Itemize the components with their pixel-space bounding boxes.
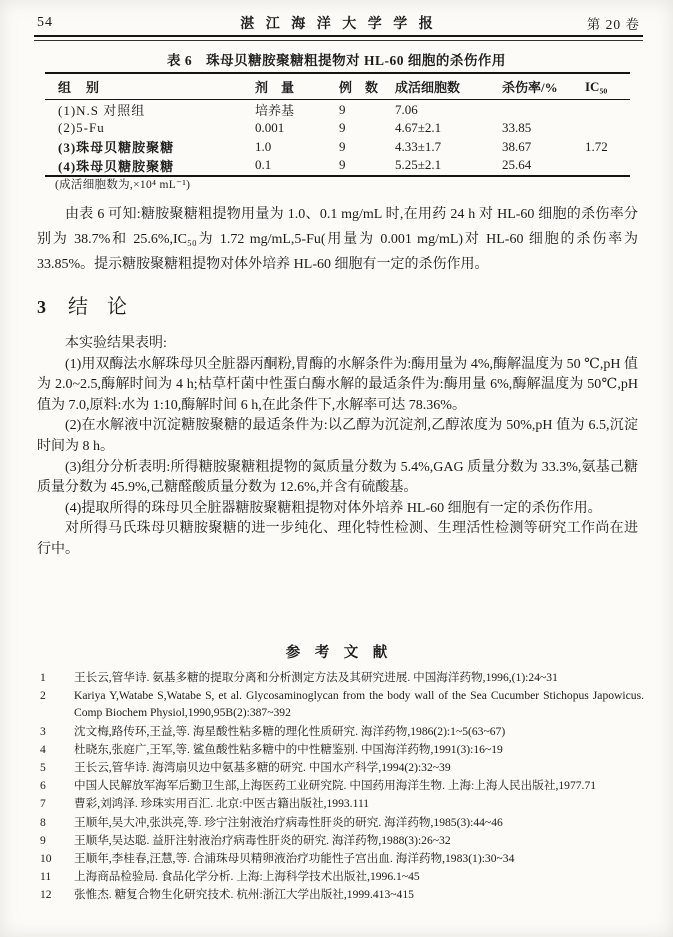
table-cell: 33.85	[502, 119, 532, 135]
table-row	[45, 156, 630, 175]
reference-text: 王长云,管华诗. 海湾扇贝边中氨基多糖的研究. 中国水产科学,1994(2):32~39	[74, 761, 451, 775]
reference-number: 3	[40, 724, 46, 738]
results-table	[45, 72, 630, 177]
table-cell: (3)珠母贝糖胺聚糖	[58, 140, 175, 155]
reference-number: 10	[40, 852, 52, 866]
table-cell: 0.001	[255, 119, 285, 135]
table-footnote: (成活细胞数为,×10⁴ mL⁻¹)	[55, 179, 191, 191]
col-header-cases: 例 数	[339, 80, 379, 95]
col-header-kill-rate: 杀伤率/%	[502, 80, 558, 95]
reference-number: 8	[40, 815, 46, 829]
table-cell: 9	[339, 157, 346, 172]
reference-text: 王顺年,李桂春,汪慧,等. 合浦珠母贝精卵液治疗功能性子宫出血. 海洋药物,1983(1):30~34	[74, 852, 515, 866]
references-heading: 参 考 文 献	[285, 645, 388, 661]
table-cell: 25.64	[502, 157, 532, 172]
table-cell: 培养基	[255, 103, 295, 118]
table-cell: 1.72	[585, 138, 608, 154]
reference-number: 5	[40, 761, 46, 775]
reference-number: 2	[40, 689, 46, 703]
discussion-paragraph: 由表 6 可知:糖胺聚糖粗提物用量为 1.0、0.1 mg/mL 时,在用药 24 h 对 HL-60 细胞的杀伤率分别为 38.7%和 25.6%,IC₅₀为 1.72 mg/mL,5-Fu(用量为 0.001 mg/mL)对 HL-60 细胞的杀伤率为 33.85%。提示糖胺聚糖粗提物对体外培养 HL-60 细胞有一定的杀伤作用。	[37, 207, 638, 272]
journal-title: 湛 江 海 洋 大 学 学 报	[240, 17, 437, 32]
reference-number: 7	[40, 797, 46, 811]
table-cell: 7.06	[395, 101, 418, 117]
reference-item	[40, 759, 644, 776]
table-row	[45, 100, 630, 119]
reference-text: 上海商品检验局. 食品化学分析. 上海:上海科学技术出版社,1996.1~45	[74, 870, 420, 884]
table-cell: 1.0	[255, 138, 272, 154]
volume-label: 第 20 卷	[586, 17, 640, 32]
table-cell: 4.33±1.7	[395, 138, 442, 154]
reference-number: 1	[40, 671, 46, 684]
reference-text: 杜晓东,张庭广,王军,等. 鲨鱼酸性粘多糖中的中性糖鉴别. 中国海洋药物,1991(3):16~19	[74, 742, 503, 756]
reference-number: 11	[40, 870, 52, 884]
section-title: 结 论	[68, 296, 134, 318]
reference-text: Kariya Y,Watabe S,Watabe S, et al. Glycosaminoglycan from the body wall of the Sea Cucumber Stichopus Japowicus. Comp Biochem Physiol,1990,95B(2):387~392	[74, 689, 644, 720]
reference-text: 王顺年,吴大冲,张洪亮,等. 珍宁注射液治疗病毒性肝炎的研究. 海洋药物,1985(3):44~46	[74, 815, 503, 829]
header-rule	[34, 35, 643, 41]
conclusion-item: (4)提取所得的珠母贝全脏器糖胺聚糖粗提物对体外培养 HL-60 细胞有一定的杀伤作用。	[65, 500, 602, 516]
reference-text: 王顺华,吴达聪. 益肝注射液治疗病毒性肝炎的研究. 海洋药物,1988(3):26~32	[74, 833, 451, 847]
reference-number: 12	[40, 888, 52, 902]
table-cell: 9	[339, 138, 346, 154]
page-number: 54	[37, 15, 53, 30]
table-cell: (2)5-Fu	[58, 119, 105, 135]
conclusion-intro: 本实验结果表明:	[65, 336, 167, 351]
conclusion-item: (3)组分分析表明:所得糖胺聚糖粗提物的氮质量分数为 5.4%,GAG 质量分数为 33.3%,氨基己糖质量分数为 45.9%,己糖醛酸质量分数为 12.6%,并含有硫酸基。	[37, 459, 638, 496]
running-head	[37, 13, 640, 33]
table-header-row	[45, 74, 630, 100]
reference-item	[40, 868, 644, 885]
table-cell: (1)N.S 对照组	[58, 103, 146, 118]
reference-item	[40, 687, 644, 721]
section-heading	[37, 290, 134, 319]
reference-number: 4	[40, 742, 46, 756]
reference-item	[40, 814, 644, 831]
reference-item	[40, 886, 644, 903]
table-caption: 表 6 珠母贝糖胺聚糖粗提物对 HL-60 细胞的杀伤作用	[167, 53, 506, 68]
reference-item	[40, 741, 644, 758]
col-header-ic50: IC₅₀	[585, 78, 608, 94]
reference-item	[40, 795, 644, 812]
conclusion-item: (2)在水解液中沉淀糖胺聚糖的最适条件为:以乙醇为沉淀剂,乙醇浓度为 50%,pH 值为 6.5,沉淀时间为 8 h。	[37, 418, 638, 454]
reference-item	[40, 832, 644, 849]
reference-number: 9	[40, 833, 46, 847]
table-cell: 38.67	[502, 138, 532, 154]
reference-item	[40, 669, 644, 686]
reference-text: 王长云,管华诗. 氨基多糖的提取分离和分析测定方法及其研究进展. 中国海洋药物,1996,(1):24~31	[74, 671, 558, 684]
reference-text: 曹彩,刘鸿泽. 珍珠实用百汇. 北京:中医古籍出版社,1993.111	[74, 797, 370, 811]
col-header-dose: 剂 量	[255, 80, 295, 95]
table-cell: 4.67±2.1	[395, 119, 442, 135]
reference-text: 沈文梅,路传环,王益,等. 海星酸性粘多糖的理化性质研究. 海洋药物,1986(2):1~5(63~67)	[74, 724, 506, 738]
table-cell: 5.25±2.1	[395, 157, 442, 172]
table-row	[45, 137, 630, 156]
conclusion-closing: 对所得马氏珠母贝糖胺聚糖的进一步纯化、理化特性检测、生理活性检测等研究工作尚在进行中。	[37, 521, 638, 557]
conclusion-block	[37, 334, 638, 561]
col-header-viable-cells: 成活细胞数	[395, 80, 461, 95]
reference-item	[40, 777, 644, 794]
table-cell: 9	[339, 119, 346, 135]
reference-text: 中国人民解放军海军后勤卫生部,上海医药工业研究院. 中国药用海洋生物. 上海:上海人民出版社,1977.71	[74, 779, 597, 793]
section-number: 3	[37, 297, 46, 317]
table-row	[45, 119, 630, 138]
reference-text: 张惟杰. 糖复合物生化研究技术. 杭州:浙江大学出版社,1999.413~415	[74, 888, 414, 902]
table-cell: 0.1	[255, 157, 272, 172]
table-cell: (4)珠母贝糖胺聚糖	[58, 158, 175, 174]
reference-item	[40, 850, 644, 867]
conclusion-item: (1)用双酶法水解珠母贝全脏器丙酮粉,胃酶的水解条件为:酶用量为 4%,酶解温度为 50 ℃,pH 值为 2.0~2.5,酶解时间为 4 h;枯草杆菌中性蛋白酶水解的最适条件为:酶用量 6%,酶解温度为 50℃,pH 值为 7.0,原料:水为 1:10,酶解时间 6 h,在此条件下,水解率可达 78.36%。	[37, 356, 638, 413]
reference-number: 6	[40, 779, 46, 793]
reference-item	[40, 723, 644, 740]
col-header-group: 组 别	[58, 80, 101, 95]
table-cell: 9	[339, 101, 346, 117]
references-list	[40, 669, 644, 905]
